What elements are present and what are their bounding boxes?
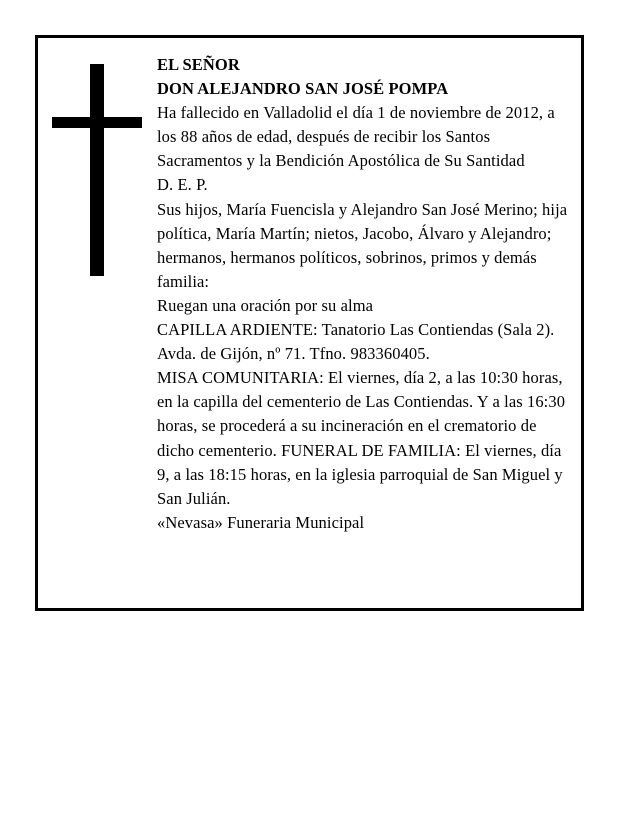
survivors-list: Sus hijos, María Fuencisla y Alejandro San José Merino; hija política, María Martín; nietos, Jacobo, Álvaro y Alejandro; hermanos, hermanos políticos, sobrinos, primos y demás familia: xyxy=(157,199,568,291)
rest-in-peace: D. E. P. xyxy=(157,175,208,195)
wake-details: CAPILLA ARDIENTE: Tanatorio Las Contiendas (Sala 2). Avda. de Gijón, nº 71. Tfno. 983360405. xyxy=(157,320,555,364)
latin-cross-icon xyxy=(52,64,152,279)
death-statement: Ha fallecido en Valladolid el día 1 de noviembre de 2012, a los 88 años de edad, después de recibir los Santos Sacramentos y la Bendición Apostólica de Su Santidad xyxy=(157,103,555,171)
cross-horizontal-bar xyxy=(52,117,142,128)
cross-vertical-bar xyxy=(90,64,104,276)
deceased-name: DON ALEJANDRO SAN JOSÉ POMPA xyxy=(157,79,449,99)
funeral-home: «Nevasa» Funeraria Municipal xyxy=(157,512,365,532)
prayer-request: Ruegan una oración por su alma xyxy=(157,295,374,315)
obituary-notice-card xyxy=(35,35,584,611)
mass-and-funeral-details: MISA COMUNITARIA: El viernes, día 2, a las 10:30 horas, en la capilla del cementerio de Las Contiendas. Y a las 16:30 horas, se procederá a su incineración en el crematorio de dicho cementerio. FUNERAL DE FAMILIA: El viernes, día 9, a las 18:15 horas, en la iglesia parroquial de San Miguel y San Julián. xyxy=(157,368,566,508)
obituary-text-column xyxy=(157,53,572,535)
salutation: EL SEÑOR xyxy=(157,55,240,74)
